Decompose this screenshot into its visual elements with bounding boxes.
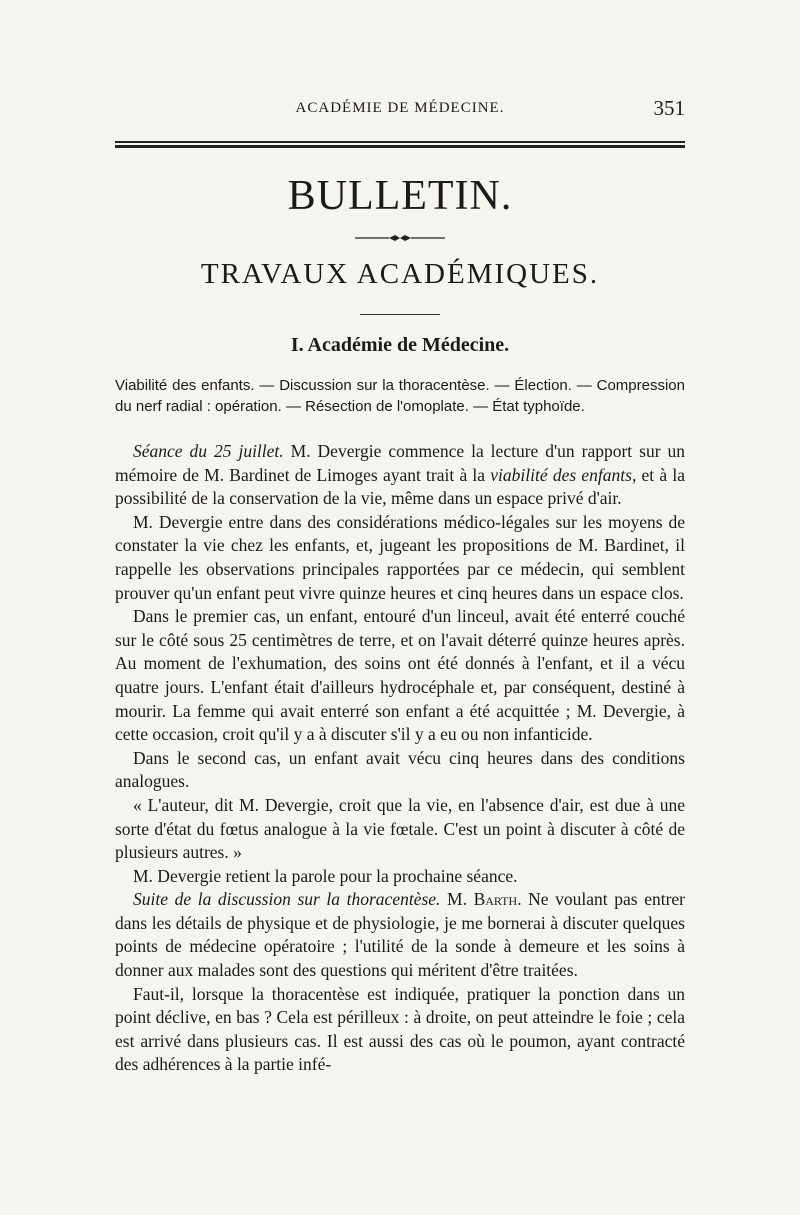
double-rule-divider [115, 141, 685, 148]
paragraph: Dans le premier cas, un enfant, entouré d'un linceul, avait été enterré couché sur le côté sous 25 centimètres de terre, et on l'avait déterré quinze heures après. Au moment de l'exhumation, des soins ont été donnés à l'enfant, et il a vécu quatre jours. L'enfant était d'ailleurs hydrocéphale et, par conséquent, destiné à mourir. La femme qui avait enterré son enfant a été acquittée ; M. Devergie, à cette occasion, croit qu'il y a à discuter s'il y a eu ou non infanticide. [115, 606, 685, 745]
session-date: Séance du 25 juillet. [133, 441, 284, 461]
session-summary: Viabilité des enfants. — Discussion sur la thoracentèse. — Élection. — Compression du nerf radial : opération. — Résection de l'omoplate. — État typhoïde. [115, 377, 685, 415]
speaker-name: Barth [473, 889, 518, 910]
ornament-divider-icon [355, 234, 445, 242]
paragraph: M. Devergie entre dans des considérations médico-légales sur les moyens de constater la vie chez les enfants, et, jugeant les propositions de M. Bardinet, il rappelle les observations principales rapportées par ce médecin, qui semblent prouver qu'un enfant peut vivre quinze heures et cinq heures dans un espace clos. [115, 511, 685, 603]
paragraph: « L'auteur, dit M. Devergie, croit que la vie, en l'absence d'air, est due à une sorte d'état du fœtus analogue à la vie fœtale. C'est un point à discuter à côté de plusieurs autres. » [115, 794, 685, 863]
section-title: TRAVAUX ACADÉMIQUES. [200, 258, 600, 290]
paragraph: Séance du 25 juillet. M. Devergie commence la lecture d'un rapport sur un mémoire de M. Bardinet de Limoges ayant trait à la viabilité des enfants, et à la possibilité de la conservation de la vie, même dans un espace privé d'air. [115, 441, 685, 509]
body-text [115, 440, 685, 1077]
page-title: BULLETIN. [287, 173, 513, 219]
paragraph: Dans le second cas, un enfant avait vécu cinq heures dans des conditions analogues. [115, 747, 685, 792]
running-title: ACADÉMIE DE MÉDECINE. [295, 100, 505, 116]
subsection-title: I. Académie de Médecine. [290, 334, 510, 356]
italic-term: viabilité des enfants [490, 464, 632, 485]
page-number: 351 [653, 96, 685, 120]
paragraph: M. Devergie retient la parole pour la prochaine séance. [133, 865, 518, 886]
paragraph: Faut-il, lorsque la thoracentèse est indiquée, pratiquer la ponction dans un point déclive, en bas ? Cela est périlleux : à droite, on peut atteindre le foie ; cela est arrivé dans plusieurs cas. Il est aussi des cas où le poumon, ayant contracté des adhérences à la partie infé- [115, 983, 685, 1075]
short-rule-divider [360, 314, 440, 315]
running-head [115, 96, 685, 124]
paragraph: Suite de la discussion sur la thoracentèse. M. Barth. Ne voulant pas entrer dans les détails de physique et de physiologie, je me bornerai à discuter quelques points de médecine opératoire ; l'utilité de la sonde à demeure et les soins à donner aux malades sont des questions qui méritent d'être traitées. [115, 889, 685, 981]
discussion-heading: Suite de la discussion sur la thoracentèse. [133, 889, 441, 910]
